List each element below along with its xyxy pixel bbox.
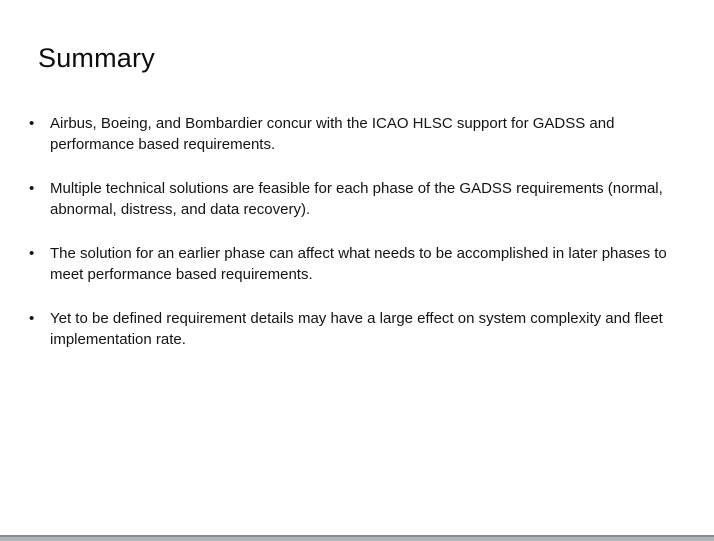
bullet-icon: • xyxy=(29,115,35,132)
bullet-text: Airbus, Boeing, and Bombardier concur with the ICAO HLSC support for GADSS and performance based requirements. xyxy=(50,115,615,153)
list-item xyxy=(0,178,698,220)
bullet-text: The solution for an earlier phase can affect what needs to be accomplished in later phases to meet performance based requirements. xyxy=(50,245,667,283)
list-item xyxy=(0,113,698,155)
bullet-text: Multiple technical solutions are feasible for each phase of the GADSS requirements (normal, abnormal, distress, and data recovery). xyxy=(50,180,663,218)
bullet-icon: • xyxy=(29,180,35,197)
slide-bottom-edge xyxy=(0,535,714,541)
bullet-icon: • xyxy=(29,245,35,262)
list-item xyxy=(0,308,698,350)
bullet-text: Yet to be defined requirement details may have a large effect on system complexity and fleet implementation rate. xyxy=(50,310,663,348)
bullet-list xyxy=(0,74,714,350)
bullet-icon: • xyxy=(29,310,35,327)
list-item xyxy=(0,243,698,285)
page-title: Summary xyxy=(38,43,155,73)
